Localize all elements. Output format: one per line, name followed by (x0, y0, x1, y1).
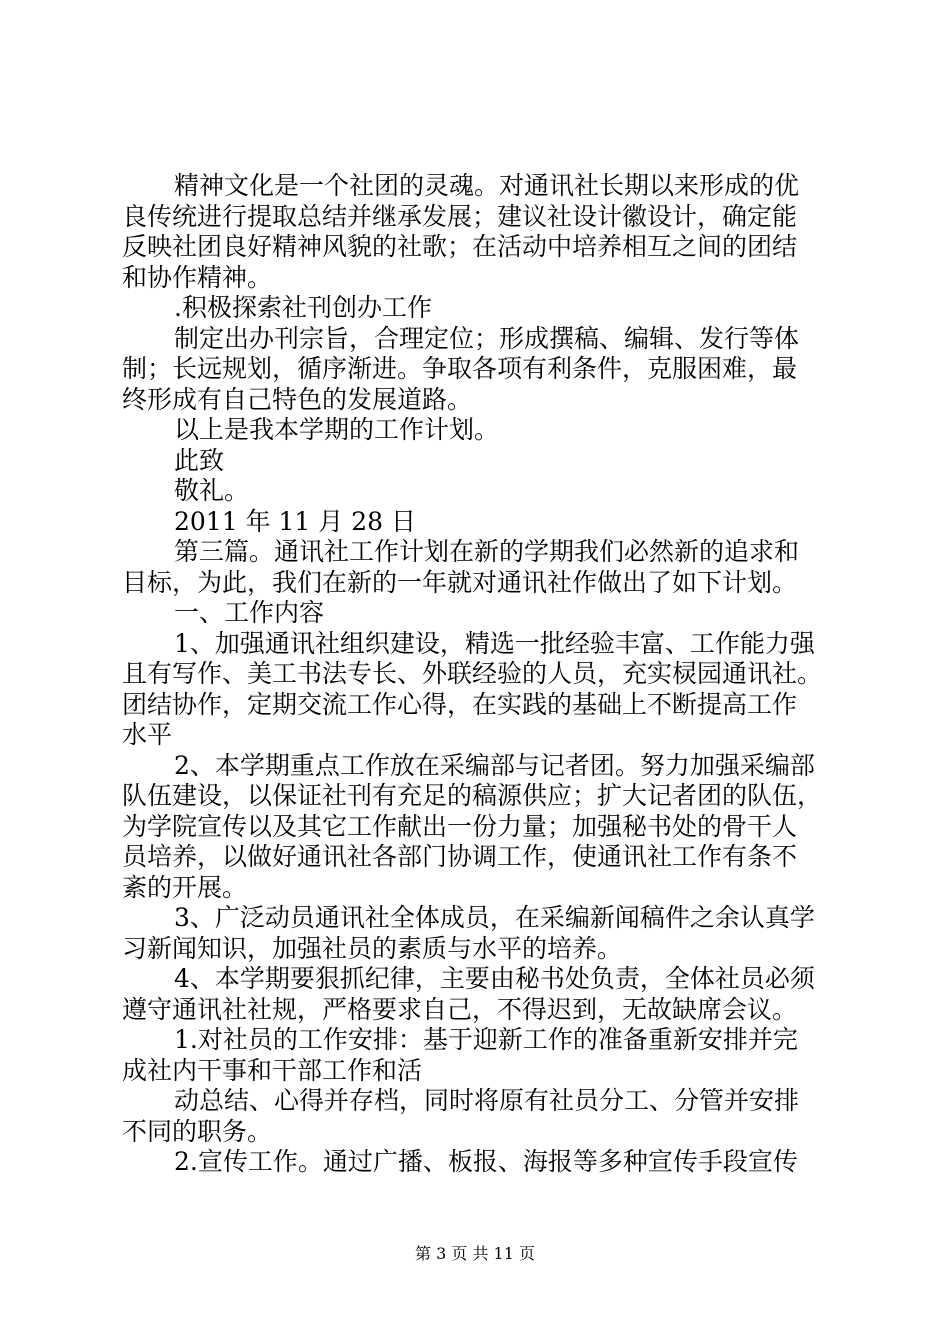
text-line: 习新闻知识，加强社员的素质与水平的培养。 (122, 933, 623, 963)
text-line: 此致 (174, 445, 225, 475)
text-line: 动总结、心得并存档，同时将原有社员分工、分管并安排 (174, 1086, 800, 1115)
text-line: 且有写作、美工书法专长、外联经验的人员，充实棂园通讯社。 (122, 659, 823, 688)
text-line: 制；长远规划，循序渐进。争取各项有利条件，克服困难，最 (122, 354, 798, 383)
text-line: 遵守通讯社社规，严格要求自己，不得迟到，无故缺席会议。 (122, 994, 798, 1024)
text-line: 以上是我本学期的工作计划。 (174, 415, 500, 444)
text-line: 4、本学期要狠抓纪律，主要由秘书处负责，全体社员必须 (174, 964, 815, 993)
text-line: 终形成有自己特色的发展道路。 (122, 384, 473, 414)
text-line: 成社内干事和干部工作和活 (122, 1055, 423, 1085)
text-line: 水平 (122, 720, 173, 749)
text-line: 制定出办刊宗旨，合理定位；形成撰稿、编辑、发行等体 (174, 323, 800, 353)
text-line: 紊的开展。 (122, 872, 248, 902)
text-line: 不同的职务。 (122, 1116, 273, 1146)
text-line: 一、工作内容 (174, 598, 325, 627)
text-line: 2011 年 11 月 28 日 (174, 506, 416, 536)
text-line: 团结协作，定期交流工作心得，在实践的基础上不断提高工作 (122, 689, 798, 719)
text-line: 3、广泛动员通讯社全体成员，在采编新闻稿件之余认真学 (174, 903, 815, 932)
document-body (122, 171, 834, 1178)
text-line: 2.宣传工作。通过广播、板报、海报等多种宣传手段宣传 (174, 1147, 798, 1176)
text-line: 敬礼。 (174, 476, 250, 505)
text-line: 和协作精神。 (122, 262, 273, 292)
text-line: 目标，为此，我们在新的一年就对通讯社作做出了如下计划。 (122, 567, 798, 597)
text-line: 员培养，以做好通讯社各部门协调工作，使通讯社工作有条不 (122, 842, 798, 871)
text-line: 2、本学期重点工作放在采编部与记者团。努力加强采编部 (174, 750, 815, 780)
text-line: 队伍建设，以保证社刊有充足的稿源供应；扩大记者团的队伍， (122, 781, 823, 810)
text-line: 1.对社员的工作安排：基于迎新工作的准备重新安排并完 (174, 1025, 798, 1054)
text-line: .积极探索社刊创办工作 (174, 293, 432, 322)
text-line: 良传统进行提取总结并继承发展；建议社设计徽设计，确定能 (122, 201, 798, 231)
text-line: 反映社团良好精神风貌的社歌；在活动中培养相互之间的团结 (122, 232, 798, 261)
text-line: 精神文化是一个社团的灵魂。对通讯社长期以来形成的优 (174, 171, 800, 200)
text-line: 为学院宣传以及其它工作献出一份力量；加强秘书处的骨干人 (122, 811, 798, 841)
page-footer: 第 3 页 共 11 页 (415, 1244, 535, 1263)
text-line: 1、加强通讯社组织建设，精选一批经验丰富、工作能力强 (174, 628, 815, 658)
text-line: 第三篇。通讯社工作计划在新的学期我们必然新的追求和 (174, 537, 800, 566)
